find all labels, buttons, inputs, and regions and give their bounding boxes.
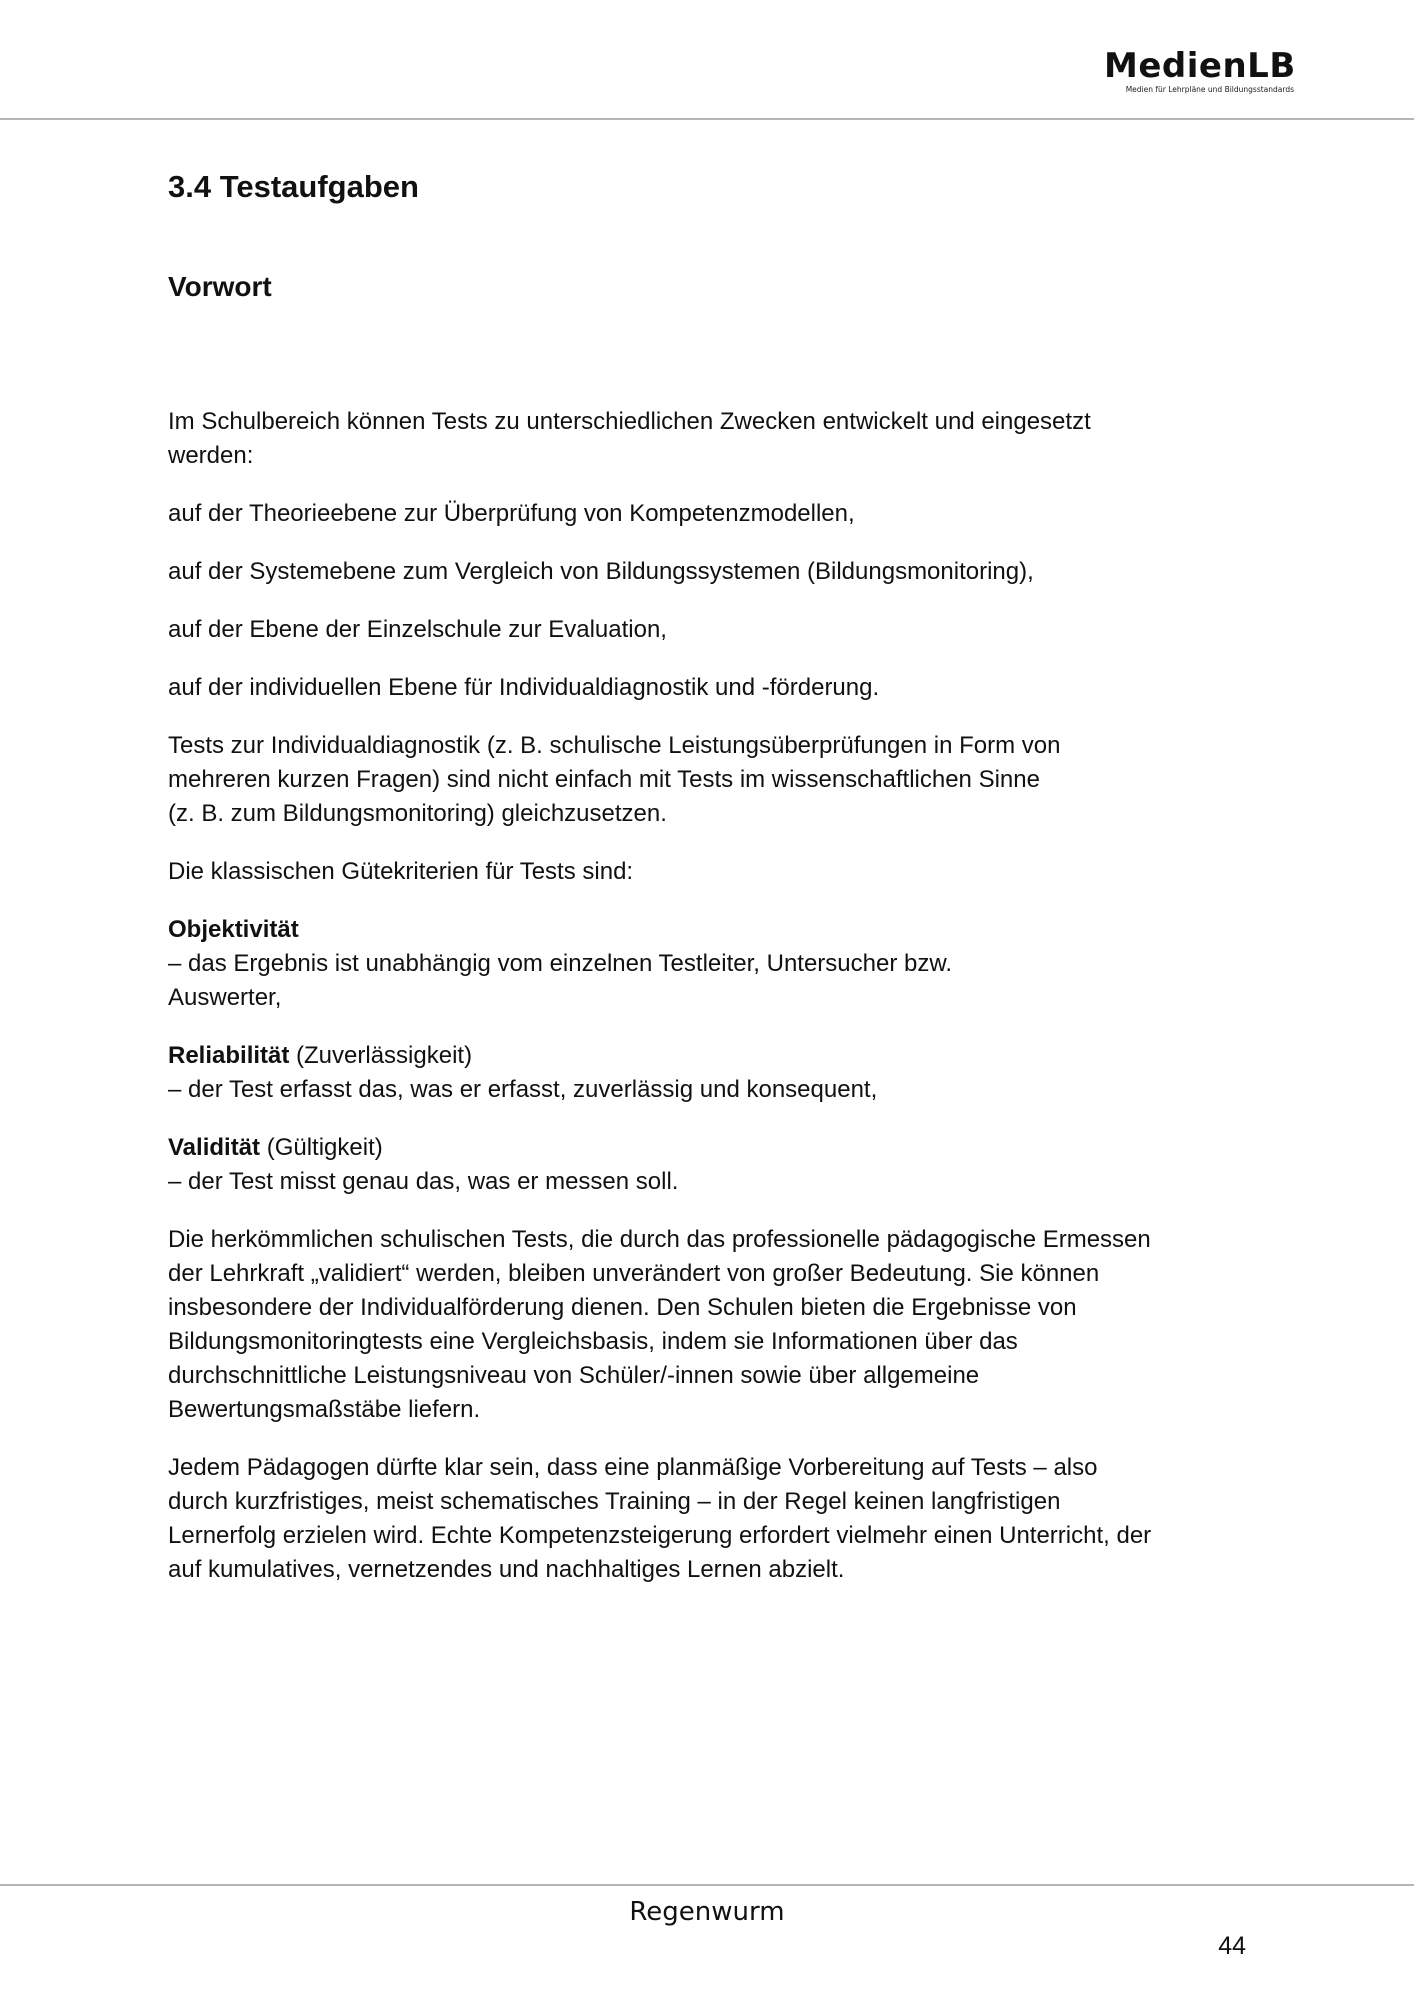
paragraph-level-system: auf der Systemebene zum Vergleich von Bildungssystemen (Bildungsmonitoring), — [168, 558, 1034, 585]
text-line: Lernerfolg erzielen wird. Echte Kompetenzsteigerung erfordert vielmehr einen Unterricht, der — [168, 1522, 1152, 1549]
criterion-reliability — [168, 1039, 1278, 1107]
text-line: Bewertungsmaßstäbe liefern. — [168, 1396, 481, 1423]
section-title: 3.4 Testaufgaben — [168, 169, 419, 204]
criterion-term: Reliabilität — [168, 1042, 290, 1069]
criterion-objectivity — [168, 913, 1278, 1015]
paragraph-level-theory: auf der Theorieebene zur Überprüfung von Kompetenzmodellen, — [168, 500, 855, 527]
page-number: 44 — [1218, 1932, 1246, 1960]
paragraph-preparation — [168, 1451, 1278, 1587]
body-text — [168, 405, 1278, 1587]
criterion-term: Objektivität — [168, 916, 299, 943]
text-line: der Lehrkraft „validiert“ werden, bleiben unverändert von großer Bedeutung. Sie können — [168, 1260, 1100, 1287]
text-line: Jedem Pädagogen dürfte klar sein, dass eine planmäßige Vorbereitung auf Tests – also — [168, 1454, 1098, 1481]
footer-title: Regenwurm — [629, 1897, 785, 1927]
criterion-description: – der Test misst genau das, was er messen soll. — [168, 1168, 679, 1195]
criterion-heading — [168, 1039, 1278, 1073]
paragraph-level-school: auf der Ebene der Einzelschule zur Evaluation, — [168, 616, 667, 643]
text-line: durchschnittliche Leistungsniveau von Schüler/-innen sowie über allgemeine — [168, 1362, 980, 1389]
criterion-validity — [168, 1131, 1278, 1199]
header-divider — [0, 118, 1414, 120]
text-line: mehreren kurzen Fragen) sind nicht einfach mit Tests im wissenschaftlichen Sinne — [168, 766, 1040, 793]
text-line: Im Schulbereich können Tests zu unterschiedlichen Zwecken entwickelt und eingesetzt — [168, 408, 1091, 435]
criterion-term: Validität — [168, 1134, 261, 1161]
page-header — [0, 0, 1414, 119]
criterion-description: – das Ergebnis ist unabhängig vom einzelnen Testleiter, Untersucher bzw. — [168, 950, 953, 977]
paragraph-distinction — [168, 729, 1278, 831]
text-line: werden: — [168, 442, 254, 469]
page-content — [168, 163, 1278, 1611]
text-line: (z. B. zum Bildungsmonitoring) gleichzusetzen. — [168, 800, 667, 827]
text-line: durch kurzfristiges, meist schematisches Training – in der Regel keinen langfristigen — [168, 1488, 1061, 1515]
text-line: Bildungsmonitoringtests eine Vergleichsbasis, indem sie Informationen über das — [168, 1328, 1018, 1355]
criterion-gloss: (Zuverlässigkeit) — [289, 1042, 473, 1069]
footer-divider — [0, 1884, 1414, 1886]
subheading-vorwort: Vorwort — [168, 271, 272, 302]
paragraph-level-individual: auf der individuellen Ebene für Individualdiagnostik und -förderung. — [168, 674, 880, 701]
text-line: Tests zur Individualdiagnostik (z. B. schulische Leistungsüberprüfungen in Form von — [168, 732, 1061, 759]
logo-wordmark: MedienLB — [1104, 46, 1296, 86]
criterion-gloss: (Gültigkeit) — [260, 1134, 383, 1161]
text-line: Die herkömmlichen schulischen Tests, die durch das professionelle pädagogische Ermessen — [168, 1226, 1151, 1253]
criterion-heading — [168, 1131, 1278, 1165]
text-line: insbesondere der Individualförderung dienen. Den Schulen bieten die Ergebnisse von — [168, 1294, 1077, 1321]
paragraph-conventional-tests — [168, 1223, 1278, 1427]
text-line: auf kumulatives, vernetzendes und nachhaltiges Lernen abzielt. — [168, 1556, 845, 1583]
paragraph-intro — [168, 405, 1278, 473]
paragraph-criteria-intro: Die klassischen Gütekriterien für Tests sind: — [168, 858, 634, 885]
criterion-description: – der Test erfasst das, was er erfasst, zuverlässig und konsequent, — [168, 1076, 878, 1103]
criterion-heading — [168, 913, 1278, 947]
criterion-description: Auswerter, — [168, 984, 282, 1011]
logo-tagline: Medien für Lehrpläne und Bildungsstandards — [1125, 85, 1294, 94]
medienlb-logo — [1104, 47, 1294, 94]
